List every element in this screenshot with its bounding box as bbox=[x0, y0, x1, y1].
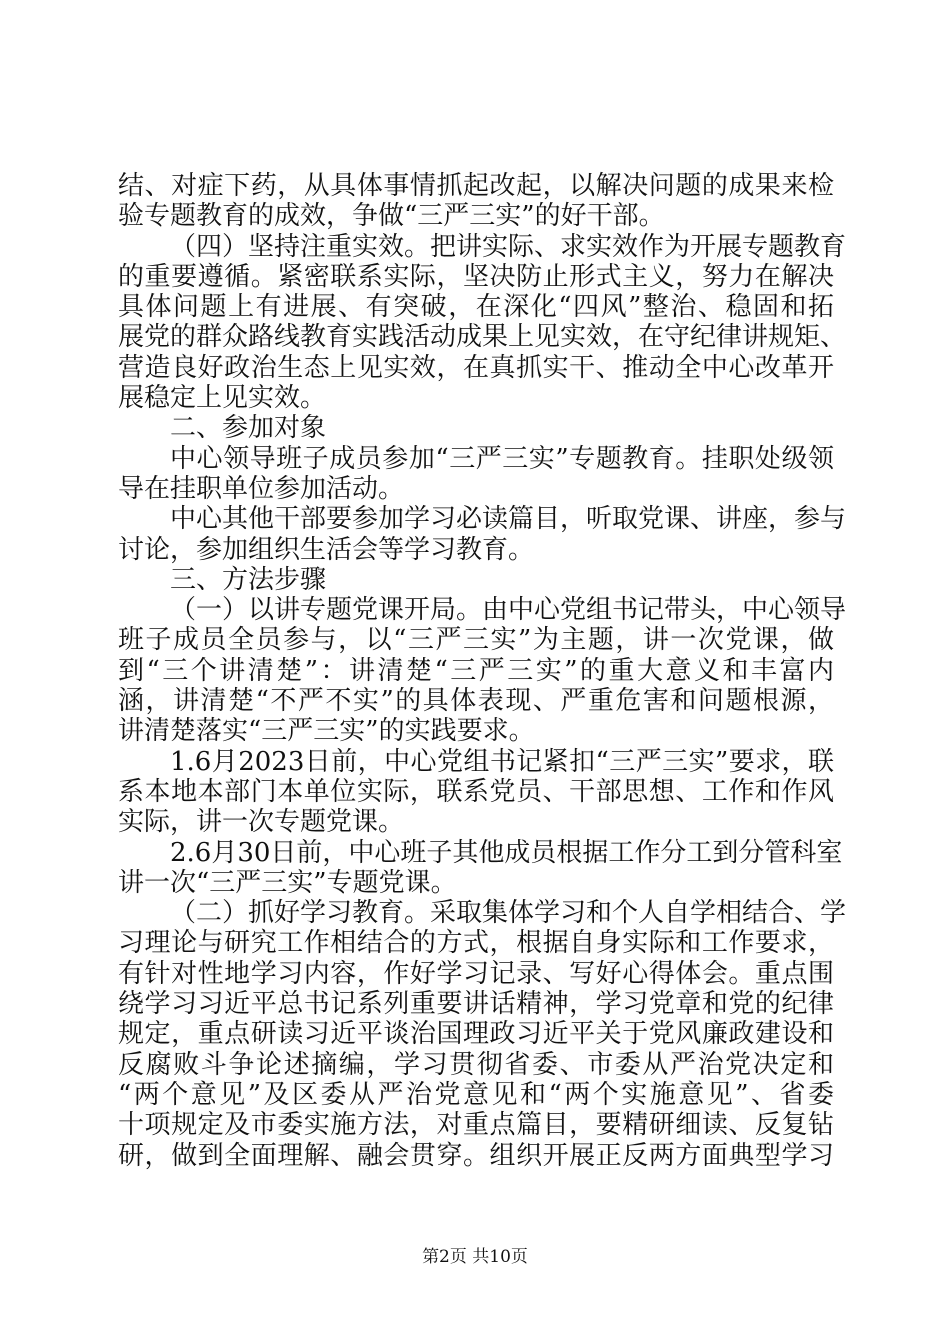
text-line: 规定，重点研读习近平谈治国理政习近平关于党风廉政建设和 bbox=[118, 1019, 834, 1050]
text-line: 三、方法步骤 bbox=[170, 564, 327, 595]
text-line: 具体问题上有进展、有突破，在深化“四风”整治、稳固和拓 bbox=[118, 292, 834, 323]
text-line: 展党的群众路线教育实践活动成果上见实效，在守纪律讲规矩、 bbox=[118, 322, 847, 353]
text-line: 习理论与研究工作相结合的方式，根据自身实际和工作要求， bbox=[118, 928, 834, 959]
text-line: 导在挂职单位参加活动。 bbox=[118, 473, 405, 504]
text-line: 系本地本部门本单位实际，联系党员、干部思想、工作和作风 bbox=[118, 776, 834, 807]
text-line: 的重要遵循。紧密联系实际，坚决防止形式主义，努力在解决 bbox=[118, 261, 834, 292]
text-line: 验专题教育的成效，争做“三严三实”的好干部。 bbox=[118, 201, 665, 232]
text-line: 营造良好政治生态上见实效，在真抓实干、推动全中心改革开 bbox=[118, 352, 834, 383]
text-line: 涵，讲清楚“不严不实”的具体表现、严重危害和问题根源， bbox=[118, 686, 834, 717]
text-line: 1.6月2023日前，中心党组书记紧扣“三严三实”要求，联 bbox=[170, 746, 834, 777]
text-line: 讲一次“三严三实”专题党课。 bbox=[118, 867, 457, 898]
text-line: 2.6月30日前，中心班子其他成员根据工作分工到分管科室 bbox=[170, 837, 843, 868]
text-line: 反腐败斗争论述摘编，学习贯彻省委、市委从严治党决定和 bbox=[118, 1049, 834, 1080]
text-line: 十项规定及市委实施方法，对重点篇目，要精研细读、反复钻 bbox=[118, 1110, 834, 1141]
text-line: 实际，讲一次专题党课。 bbox=[118, 807, 405, 838]
text-line: 结、对症下药，从具体事情抓起改起，以解决问题的成果来检 bbox=[118, 171, 834, 201]
page-number-footer: 第2页 共10页 bbox=[422, 1247, 528, 1267]
text-line: （四）坚持注重实效。把讲实际、求实效作为开展专题教育 bbox=[170, 231, 847, 262]
text-line: 班子成员全员参与，以“三严三实”为主题，讲一次党课，做 bbox=[118, 625, 834, 656]
text-line: 中心其他干部要参加学习必读篇目，听取党课、讲座，参与 bbox=[170, 504, 847, 535]
text-line: 二、参加对象 bbox=[170, 413, 327, 444]
text-line: （一）以讲专题党课开局。由中心党组书记带头，中心领导 bbox=[170, 595, 847, 626]
text-line: “两个意见”及区委从严治党意见和“两个实施意见”、省委 bbox=[118, 1079, 834, 1110]
text-line: 中心领导班子成员参加“三严三实”专题教育。挂职处级领 bbox=[170, 443, 834, 474]
text-line: 到“三个讲清楚”：讲清楚“三严三实”的重大意义和丰富内 bbox=[118, 655, 834, 686]
text-line: 研，做到全面理解、融会贯穿。组织开展正反两方面典型学习 bbox=[118, 1140, 834, 1171]
text-line: 讲清楚落实“三严三实”的实践要求。 bbox=[118, 716, 535, 747]
text-line: （二）抓好学习教育。采取集体学习和个人自学相结合、学 bbox=[170, 898, 847, 929]
text-line: 展稳定上见实效。 bbox=[118, 383, 327, 414]
text-line: 绕学习习近平总书记系列重要讲话精神，学习党章和党的纪律 bbox=[118, 989, 834, 1020]
text-line: 讨论，参加组织生活会等学习教育。 bbox=[118, 534, 535, 565]
text-line: 有针对性地学习内容，作好学习记录、写好心得体会。重点围 bbox=[118, 958, 834, 989]
document-body bbox=[118, 171, 847, 1171]
